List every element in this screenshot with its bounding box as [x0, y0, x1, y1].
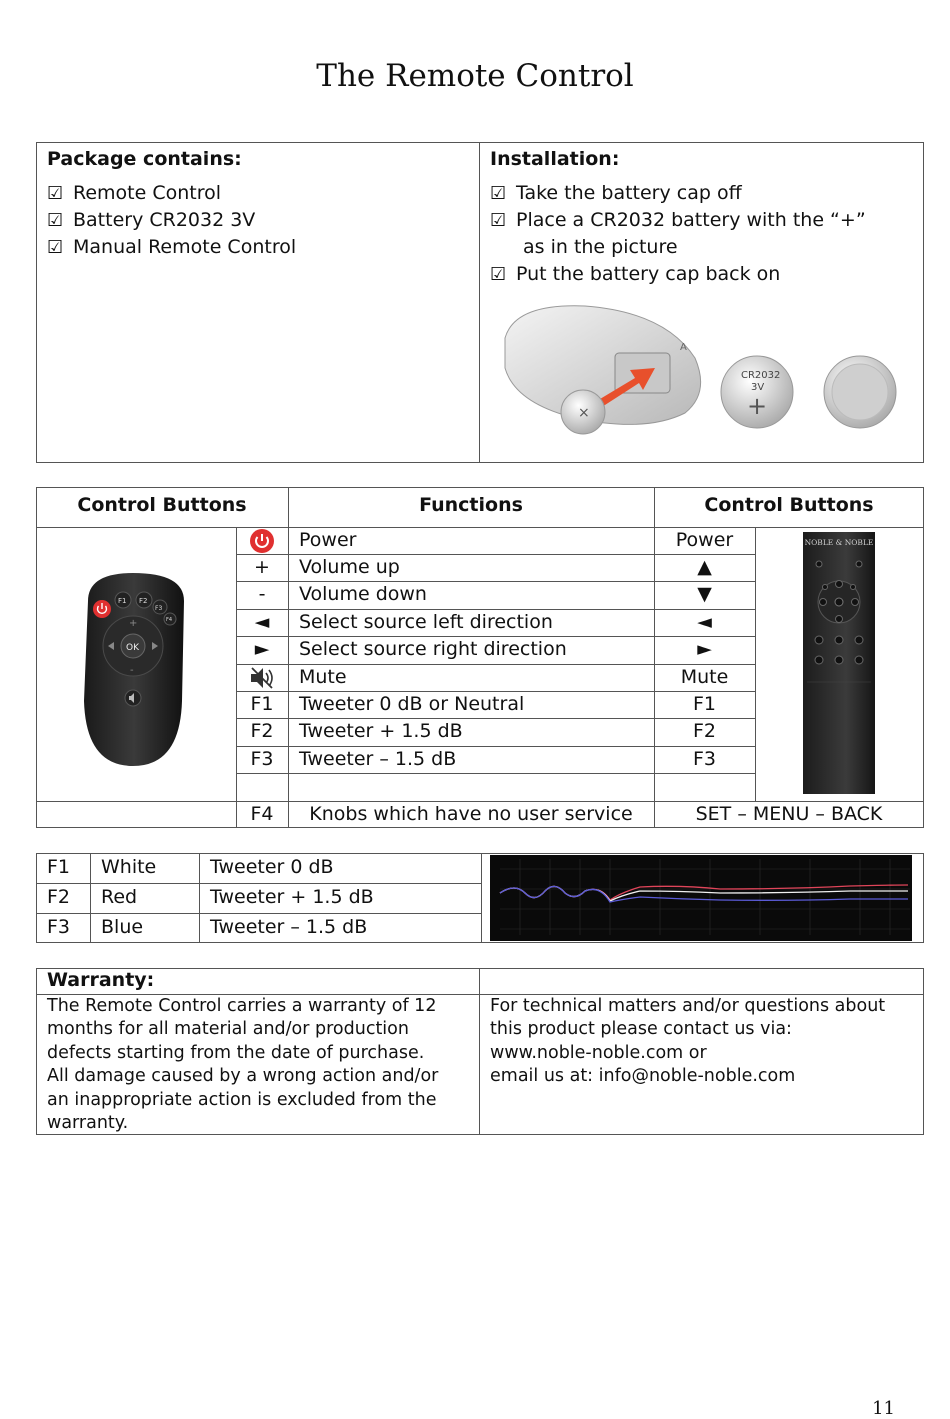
battery-label-1: CR2032: [741, 370, 781, 381]
symbol-f3: F3: [250, 748, 274, 770]
svg-text:+: +: [129, 618, 138, 629]
tweeter-color-blue: Blue: [101, 916, 144, 938]
alt-f4: SET – MENU – BACK: [695, 803, 883, 825]
page-title: The Remote Control: [316, 58, 634, 94]
package-item: ☑ Battery CR2032 3V: [47, 207, 255, 234]
header-functions: Functions: [419, 494, 523, 516]
symbol-f4: F4: [250, 803, 274, 825]
tweeter-key-f3: F3: [47, 916, 71, 938]
warranty-heading: Warranty:: [47, 969, 155, 991]
function-f4: Knobs which have no user service: [309, 803, 633, 825]
installation-item-continued: as in the picture: [523, 236, 678, 258]
function-power: Power: [299, 529, 357, 551]
small-remote-f2: F2: [139, 597, 148, 605]
frequency-response-graph: [490, 855, 912, 941]
symbol-volume-down: -: [258, 583, 266, 605]
contact-text-line: For technical matters and/or questions about: [490, 996, 886, 1016]
symbol-f1: F1: [250, 693, 274, 715]
tweeter-setting-f3: Tweeter – 1.5 dB: [210, 916, 368, 938]
checkbox-icon: ☑: [490, 210, 507, 231]
alt-volume-up: ▲: [697, 556, 712, 578]
warranty-text-line: months for all material and/or production: [47, 1019, 409, 1039]
checkbox-icon: ☑: [47, 183, 64, 204]
function-f1: Tweeter 0 dB or Neutral: [299, 693, 525, 715]
contact-text-line: this product please contact us via:: [490, 1019, 792, 1039]
installation-heading: Installation:: [490, 148, 620, 170]
small-remote-illustration: [78, 571, 188, 769]
package-item: ☑ Remote Control: [47, 180, 221, 207]
function-right: Select source right direction: [299, 638, 567, 660]
function-volume-up: Volume up: [299, 556, 400, 578]
function-volume-down: Volume down: [299, 583, 427, 605]
alt-right: ►: [697, 638, 712, 660]
tweeter-color-red: Red: [101, 886, 138, 908]
symbol-volume-up: +: [254, 556, 270, 578]
alt-volume-down: ▼: [697, 583, 712, 605]
battery-plus-mark: +: [747, 392, 768, 420]
warranty-text-line: All damage caused by a wrong action and/or: [47, 1066, 439, 1086]
function-f3: Tweeter – 1.5 dB: [299, 748, 457, 770]
small-remote-ok: OK: [126, 643, 139, 653]
cap-mark: A: [680, 342, 687, 353]
package-divider: [479, 142, 480, 463]
battery-label-2: 3V: [751, 382, 765, 393]
checkbox-icon: ☑: [47, 210, 64, 231]
page-number: 11: [872, 1398, 895, 1419]
package-item: ☑ Manual Remote Control: [47, 234, 296, 261]
small-remote-f4: F4: [166, 617, 173, 623]
symbol-left: ◄: [254, 611, 270, 633]
warranty-text-line: warranty.: [47, 1113, 129, 1133]
alt-f3: F3: [692, 748, 717, 770]
mute-icon: [248, 665, 276, 691]
header-control-buttons-left: Control Buttons: [77, 494, 247, 516]
contact-email: email us at: info@noble-noble.com: [490, 1066, 796, 1086]
contact-website: www.noble-noble.com or: [490, 1043, 707, 1063]
small-remote-f1: F1: [118, 597, 127, 605]
power-icon: [249, 528, 275, 554]
checkbox-icon: ☑: [490, 183, 507, 204]
checkbox-icon: ☑: [47, 237, 64, 258]
tall-remote-brand: NOBLE & NOBLE: [804, 538, 874, 547]
graph-background: [490, 855, 912, 941]
symbol-right: ►: [254, 638, 270, 660]
tweeter-setting-f1: Tweeter 0 dB: [210, 856, 334, 878]
symbol-f2: F2: [250, 720, 274, 742]
svg-text:-: -: [130, 665, 134, 676]
alt-f1: F1: [692, 693, 717, 715]
function-left: Select source left direction: [299, 611, 553, 633]
warranty-text-line: defects starting from the date of purchase.: [47, 1043, 425, 1063]
installation-item: ☑ Put the battery cap back on: [490, 261, 780, 288]
tweeter-key-f2: F2: [47, 886, 71, 908]
function-mute: Mute: [299, 666, 347, 688]
alt-mute: Mute: [680, 666, 729, 688]
function-f2: Tweeter + 1.5 dB: [299, 720, 463, 742]
installation-item: ☑ Take the battery cap off: [490, 180, 742, 207]
warranty-text-line: The Remote Control carries a warranty of 12: [47, 996, 437, 1016]
tweeter-key-f1: F1: [47, 856, 71, 878]
tweeter-setting-f2: Tweeter + 1.5 dB: [210, 886, 374, 908]
battery-installation-illustration: [495, 298, 905, 438]
tall-remote-illustration: [803, 532, 875, 794]
warranty-text-line: an inappropriate action is excluded from the: [47, 1090, 437, 1110]
small-remote-f3: F3: [155, 605, 163, 612]
alt-power: Power: [675, 529, 734, 551]
package-heading: Package contains:: [47, 148, 242, 170]
header-control-buttons-right: Control Buttons: [704, 494, 874, 516]
alt-f2: F2: [692, 720, 717, 742]
installation-item: ☑ Place a CR2032 battery with the “+”: [490, 207, 866, 234]
tweeter-color-white: White: [101, 856, 157, 878]
checkbox-icon: ☑: [490, 264, 507, 285]
alt-left: ◄: [697, 611, 712, 633]
cap-x-mark: ×: [578, 405, 590, 421]
